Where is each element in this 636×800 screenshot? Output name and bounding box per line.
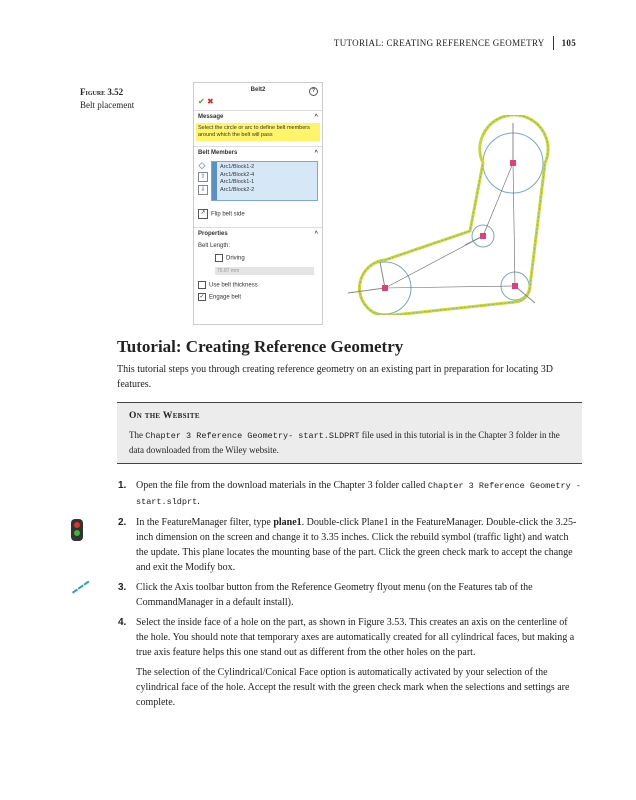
- list-item[interactable]: Arc1/Block2-2: [220, 186, 255, 193]
- step-4-followup: The selection of the Cylindrical/Conical Face option is automatically activated by your selection of the cylindrical face of the hole. Accept the result with the green check mark when the selections and settings are complete.: [136, 667, 570, 708]
- section-title: Tutorial: Creating Reference Geometry: [117, 337, 404, 356]
- figure-label: Figure 3.52: [80, 87, 124, 97]
- box-text: The Chapter 3 Reference Geometry- start.SLDPRT file used in this tutorial is in the Chapter 3 folder in the data downloaded from the Wiley website.: [129, 430, 560, 455]
- axis-icon: [72, 581, 90, 595]
- message-text: Select the circle or arc to define belt members around which the belt will pass: [196, 123, 320, 141]
- tutorial-body: [117, 336, 582, 710]
- running-header: [334, 36, 576, 50]
- panel-title: Belt2 ?: [194, 83, 322, 97]
- traffic-light-icon: [71, 519, 83, 541]
- driving-checkbox[interactable]: Driving: [194, 252, 322, 265]
- move-up-button[interactable]: ⇧: [198, 172, 208, 182]
- flip-belt-side-button[interactable]: ↗ Flip belt side: [194, 207, 322, 221]
- belt-length-label: Belt Length:: [198, 243, 231, 249]
- move-down-button[interactable]: ⇩: [198, 185, 208, 195]
- intro-paragraph: This tutorial steps you through creating reference geometry on an existing part in preparation for locating 3D features.: [117, 364, 553, 390]
- ok-check-icon[interactable]: ✔: [198, 97, 205, 106]
- cancel-x-icon[interactable]: ✖: [206, 97, 214, 106]
- list-item[interactable]: Arc1/Block2-4: [220, 171, 255, 178]
- step-3: 3. Click the Axis toolbar button from the Reference Geometry flyout menu (on the Features tab of the CommandManager in a default install).: [130, 580, 582, 610]
- selection-diamond-icon: ◇: [198, 160, 206, 170]
- list-item[interactable]: Arc1/Block1-1: [220, 179, 255, 185]
- length-input[interactable]: 75.87 mm: [215, 267, 314, 275]
- use-belt-thickness-checkbox[interactable]: Use belt thickness: [194, 279, 322, 292]
- box-title: On the Website: [129, 411, 200, 421]
- step-1: 1. Open the file from the download materials in the Chapter 3 folder called Chapter 3 Reference Geometry - start.sldprt.: [118, 480, 581, 507]
- figure-caption: [80, 86, 134, 112]
- belt-members-list[interactable]: [211, 161, 318, 201]
- belt-members-header[interactable]: Belt Members ^: [194, 146, 322, 159]
- flip-arrow-icon: ↗: [198, 209, 208, 219]
- list-item[interactable]: Arc1/Block1-2: [220, 164, 255, 170]
- step-2: 2. In the FeatureManager filter, type plane1. Double-click Plane1 in the FeatureManager. Double-click the 3.25-inch dimension on the screen and change it to 3.35 inches. Click the rebuild symbol (traffic light) and watch the update. This plane locates the mounting base of the part. Click the green check mark to accept the change and exit the Modify box.: [130, 515, 582, 575]
- figure-caption-text: Belt placement: [80, 100, 135, 110]
- properties-header[interactable]: Properties ^: [194, 227, 322, 240]
- step-4: 4. Select the inside face of a hole on the part, as shown in Figure 3.53. This creates an axis on the centerline of the hole. You should note that temporary axes are automatically created for all cylindrical faces, but making a true axis feature helps this one stand out as different from the other holes on the part.: [118, 617, 575, 658]
- help-icon[interactable]: ?: [309, 87, 318, 96]
- engage-belt-checkbox[interactable]: ✓ Engage belt: [199, 294, 242, 301]
- belt-sketch-diagram: [330, 115, 570, 315]
- on-the-website-box: [117, 402, 582, 464]
- message-section-header[interactable]: Message ^: [194, 110, 322, 123]
- running-title: TUTORIAL: CREATING REFERENCE GEOMETRY: [333, 38, 545, 48]
- page-number: 105: [553, 36, 576, 50]
- belt-property-panel: [193, 82, 323, 325]
